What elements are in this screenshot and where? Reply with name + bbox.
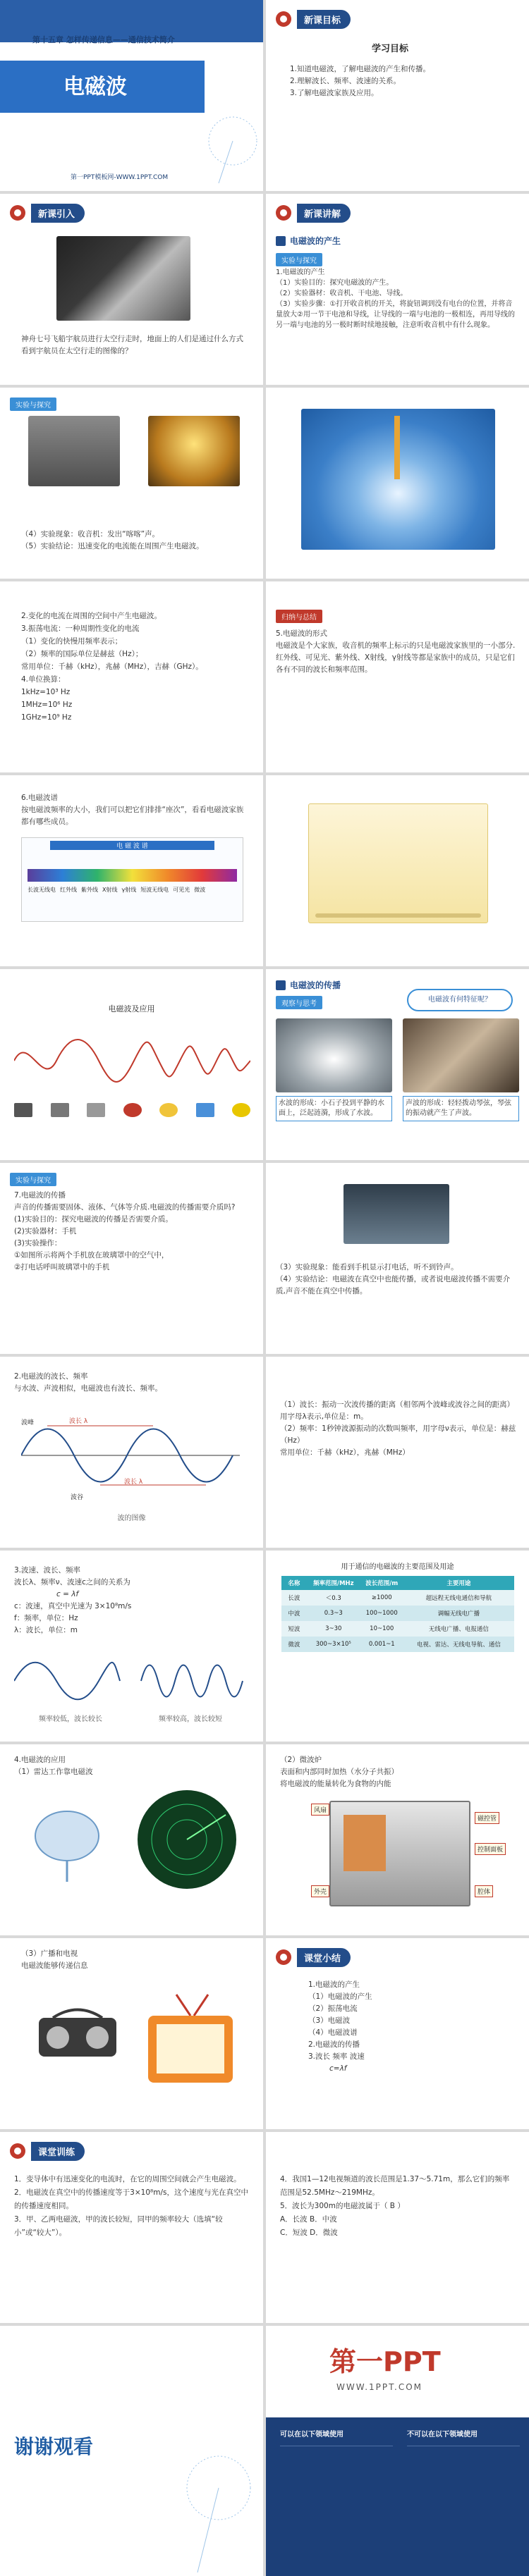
satellite-dish-icon <box>28 1801 106 1885</box>
radio-icon <box>14 1103 32 1117</box>
sub-heading: 电磁波的产生 <box>276 235 341 247</box>
slide-table <box>266 1551 529 1742</box>
brand-logo: 第一PPT <box>329 2346 441 2377</box>
slide-header <box>0 2140 85 2162</box>
summary-item: 2.电磁波的传播 <box>308 2040 360 2049</box>
summary-item: （1）电磁波的产生 <box>308 1992 372 2001</box>
apply-list <box>14 1754 250 1778</box>
oven-item: 表面和内部同时加热（水分子共振） <box>280 1768 399 1776</box>
header-bullet-icon <box>276 205 291 221</box>
apps-title: 电磁波及应用 <box>108 1004 155 1013</box>
oven-item: （2）微波炉 <box>280 1756 322 1764</box>
slide-summary <box>266 1938 529 2129</box>
slide-experiment <box>0 388 263 579</box>
usage-forbidden: 不可以在以下领域使用 <box>407 2431 478 2439</box>
slide-header <box>0 202 85 223</box>
table-cell: 长波 <box>288 1595 300 1602</box>
dandelion-decoration <box>169 2446 261 2572</box>
section-tag: 实验与探究 <box>10 398 56 411</box>
header-bullet-icon <box>10 2143 25 2159</box>
defs-item: （1）波长：振动一次波传播的距离（相邻两个波峰或波谷之间的距离）用字母λ表示,单位是：m。 <box>280 1400 515 1421</box>
slide-spread <box>266 969 529 1160</box>
apply-item: 4.电磁波的应用 <box>14 1756 66 1764</box>
exercise-option: C．短波 D．微波 <box>280 2229 338 2237</box>
exercise-item: 5．波长为300m的电磁波属于（ B ） <box>280 2202 405 2210</box>
site-text: 第一PPT模板网-WWW.1PPT.COM <box>71 174 169 181</box>
table-cell: 300~3×10⁵ <box>315 1641 351 1648</box>
wave-spectrum-illustration <box>14 1033 250 1089</box>
goals-list <box>290 63 516 99</box>
oven-label: 外壳 <box>311 1885 329 1897</box>
goal-item: 3.了解电磁波家族及应用。 <box>290 89 379 97</box>
header-label: 新课讲解 <box>297 204 351 223</box>
propagate-item: (1)实验目的：探究电磁波的传播是否需要介质。 <box>14 1215 173 1224</box>
table-row <box>281 1590 514 1606</box>
frequency-compare-diagram <box>14 1656 247 1706</box>
table-cell: 0.001~1 <box>368 1641 395 1648</box>
change-item: 1GHz=10⁹ Hz <box>21 713 72 722</box>
video-frame <box>308 803 488 923</box>
wavelength-label: 波长 λ <box>124 1479 143 1486</box>
radio-cassette-icon <box>35 2005 120 2062</box>
exp-item: （5）实验结论：迅速变化的电流能在周围产生电磁波。 <box>21 542 204 550</box>
brand-url: WWW.1PPT.COM <box>336 2382 423 2392</box>
table-cell: 3~30 <box>325 1625 342 1632</box>
propagate-item: (2)实验器材：手机 <box>14 1227 77 1235</box>
water-wave-text: 水波的形成：小石子投到平静的水面上，泛起涟漪，形成了水波。 <box>276 1096 392 1121</box>
slide-header <box>266 1947 351 1968</box>
cover-title: 电磁波 <box>63 75 127 99</box>
propagate-item: (3)实验操作： <box>14 1239 62 1247</box>
question-bubble: 电磁波有何特征呢？ <box>407 989 513 1011</box>
change-item: 1kHz=10³ Hz <box>21 688 71 696</box>
oven-list <box>280 1754 516 1790</box>
spectrum-label: 可见光 <box>173 887 190 893</box>
propagate-item: 7.电磁波的传播 <box>14 1191 66 1200</box>
spectrum-title: 电 磁 波 谱 <box>50 841 214 850</box>
tv-family-icon <box>141 1988 240 2093</box>
summary-item: c=λf <box>329 2064 347 2073</box>
lamp-image <box>148 416 240 486</box>
slide-apps <box>0 969 263 1160</box>
phenom-item: （3）实验现象：能看到手机显示打电话，听不到铃声。 <box>276 1263 458 1271</box>
change-item: 1MHz=10⁶ Hz <box>21 701 73 709</box>
teach-list <box>276 267 519 331</box>
propagate-item: 声音的传播需要固体、液体、气体等介质.电磁波的传播需要介质吗? <box>14 1203 236 1212</box>
relation-item: c：波速，真空中光速为 3×10⁸m/s <box>14 1602 132 1610</box>
propagate-item: ②打电话呼叫玻璃罩中的手机 <box>14 1263 110 1271</box>
exercise-item: 2．电磁波在真空中的传播速度等于3×10⁸m/s，这个速度与光在真空中的传播速度相同。 <box>14 2188 248 2210</box>
slide-spectrum <box>0 775 263 966</box>
usage-list-right <box>407 2446 520 2565</box>
header-bullet-icon <box>276 11 291 27</box>
propagate-item: ①如图所示将两个手机放在玻璃罩中的空气中， <box>14 1251 169 1259</box>
exercise-item: 3．甲、乙两电磁波，甲的波长较短，同甲的频率较大（选填“较小”或“较大”）。 <box>14 2215 223 2237</box>
defs-item: （2）频率：1秒钟波源振动的次数叫频率，用字母ν表示，单位是：赫兹（Hz） <box>280 1424 516 1445</box>
usage-list-left <box>280 2446 393 2565</box>
spectrum-label: 短波无线电 <box>140 887 169 893</box>
tv-icon <box>51 1103 69 1117</box>
defs-list <box>280 1399 516 1459</box>
spectrum-item: 6.电磁波谱 <box>21 794 59 802</box>
slide-oven <box>266 1744 529 1935</box>
exercise-item: 1．变导体中有迅速变化的电流时，在它的周围空间就会产生电磁波。 <box>14 2175 241 2183</box>
relation-item: λ：波长，单位：m <box>14 1626 78 1634</box>
table-header: 波长范围/m <box>365 1580 399 1587</box>
header-label: 课堂小结 <box>297 1948 351 1967</box>
table-row <box>281 1637 514 1652</box>
table-cell: 中波 <box>288 1610 300 1617</box>
usage-allowed: 可以在以下领域使用 <box>280 2431 343 2439</box>
exercise-option: A．长波 B．中波 <box>280 2215 337 2224</box>
exp-item: （4）实验现象：收音机：发出“喀喀”声。 <box>21 530 160 538</box>
table-header: 频率范围/MHz <box>312 1580 354 1587</box>
slide-apply <box>0 1744 263 1935</box>
spectrum-label: 紫外线 <box>81 887 98 893</box>
radio-list <box>21 1948 247 1972</box>
heater-icon <box>123 1103 142 1117</box>
play-bar[interactable] <box>315 913 481 918</box>
bulb-icon <box>159 1103 178 1117</box>
slide-phenom <box>266 1163 529 1354</box>
frequency-table <box>281 1576 514 1652</box>
slide-propagate <box>0 1163 263 1354</box>
slide-goals <box>266 0 529 191</box>
slide-header <box>266 8 351 30</box>
summary-item: 3.波长 频率 波速 <box>308 2052 365 2061</box>
bookmark-icon <box>276 980 286 990</box>
summary-item: （3）电磁波 <box>308 2016 351 2025</box>
teach-item: 1.电磁波的产生 <box>276 269 325 276</box>
microwave-icon <box>87 1103 105 1117</box>
relation-formula: c = λf <box>56 1590 79 1598</box>
bell-jar-image <box>343 1184 449 1244</box>
radio-battery-image <box>28 416 120 486</box>
phenom-list <box>276 1262 519 1298</box>
table-cell: 短波 <box>288 1626 300 1633</box>
wave-item: 2.电磁波的波长、频率 <box>14 1372 88 1381</box>
oven-label: 磁控管 <box>475 1812 499 1824</box>
defs-item: 常用单位：千赫（kHz），兆赫（MHz） <box>280 1448 410 1457</box>
form-list <box>276 628 516 676</box>
radar-screen-icon <box>134 1787 240 1892</box>
table-cell: 微波 <box>288 1641 300 1648</box>
table-row <box>281 1621 514 1637</box>
table-cell: 100~1000 <box>365 1610 398 1617</box>
teach-item: （2）实验器材：收音机、干电池、导线。 <box>276 290 408 297</box>
oven-label: 腔体 <box>475 1885 493 1897</box>
change-item: 4.单位换算： <box>21 675 66 684</box>
goals-title: 学习目标 <box>372 44 409 54</box>
teach-item: （3）实验步骤：①打开收音机的开关，将旋钮调到没有电台的位置，并将音量放大②用一节干电池和导线，让导线的一端与电池的一极相连，再用导线的另一端与电池的另一极时断时续地接触，注意听收音机中有什么现象。 <box>276 300 515 329</box>
summary-list <box>308 1979 506 2075</box>
relation-item: 波长λ、频率ν、波速c之间的关系为 <box>14 1578 130 1586</box>
app-icons-row <box>14 1103 250 1123</box>
spectrum-label: 微波 <box>194 887 206 893</box>
table-header: 名称 <box>288 1580 300 1587</box>
spectrum-item: 按电磁波频率的大小，我们可以把它们排排“座次”，看看电磁波家族都有哪些成员。 <box>21 806 244 826</box>
relation-item: f：频率，单位：Hz <box>14 1614 78 1622</box>
water-drop-image <box>276 1018 392 1092</box>
table-cell: 10~100 <box>370 1625 394 1632</box>
slide-thanks <box>0 2326 263 2576</box>
section-tag: 实验与探究 <box>276 253 322 266</box>
spectrum-label: 长波无线电 <box>28 887 56 893</box>
form-item: 电磁波是个大家族，收音机的频率上标示的只是电磁波家族里的一小部分.红外线、可见光、紫外线、X射线，γ射线等都是家族中的成员，只是它们各有不同的波长和频率范围。 <box>276 641 516 674</box>
section-tag: 归纳与总结 <box>276 610 322 623</box>
table-cell: ≥1000 <box>371 1594 392 1601</box>
teach-item: （1）实验目的：探究电磁波的产生。 <box>276 279 394 287</box>
spectrum-label: X射线 <box>102 887 118 893</box>
table-cell: 超远程无线电通信和导航 <box>425 1595 492 1602</box>
exercise-item: 4．我国1—12电视频道的波长范围是1.37～5.71m，那么它们的频率范围是52.5MHz～219MHz。 <box>280 2175 510 2197</box>
slide-defs <box>266 1357 529 1548</box>
header-label: 新课引入 <box>31 204 85 223</box>
slide-water-image <box>266 388 529 579</box>
slide-teach <box>266 194 529 385</box>
section-tag: 观察与思考 <box>276 996 322 1009</box>
change-item: 常用单位：千赫（kHz），兆赫（MHz），吉赫（GHz）。 <box>21 663 203 671</box>
slide-exercise-2 <box>266 2132 529 2323</box>
form-item: 5.电磁波的形式 <box>276 629 328 638</box>
sub-heading: 电磁波的传播 <box>276 979 341 991</box>
slide-footer <box>266 2326 529 2576</box>
header-label: 课堂训练 <box>31 2142 85 2161</box>
summary-item: 1.电磁波的产生 <box>308 1980 360 1989</box>
relation-list <box>14 1565 250 1637</box>
table-row <box>281 1606 514 1621</box>
low-freq-caption: 频率较低，波长较长 <box>39 1715 102 1723</box>
exercise-list <box>14 2173 250 2240</box>
summary-item: （4）电磁波谱 <box>308 2028 358 2037</box>
change-item: 2.变化的电流在周围的空间中产生电磁波。 <box>21 612 162 620</box>
slide-wave <box>0 1357 263 1548</box>
relation-item: 3.波速、波长、频率 <box>14 1566 81 1574</box>
slide-video <box>266 775 529 966</box>
table-cell: 无线电广播、电报通信 <box>428 1626 489 1633</box>
table-cell: 电视、雷达、无线电导航、通信 <box>416 1641 501 1648</box>
oven-label: 风扇 <box>311 1804 329 1816</box>
radio-item: （3）广播和电视 <box>21 1949 78 1958</box>
bookmark-icon <box>276 236 286 246</box>
phenom-item: （4）实验结论：电磁波在真空中也能传播，或者说电磁波传播不需要介质,声音不能在真空中传播。 <box>276 1275 511 1295</box>
thanks-text: 谢谢观看 <box>14 2435 94 2458</box>
oven-cavity <box>343 1815 386 1871</box>
section-tag: 实验与探究 <box>10 1173 56 1186</box>
change-item: 3.振荡电流：一种周期性变化的电流 <box>21 624 140 633</box>
table-cell: 0.3~3 <box>324 1610 343 1617</box>
sound-wave-text: 声波的形成：轻轻拨动琴弦，琴弦的振动就产生了声波。 <box>403 1096 519 1121</box>
oven-label: 控制面板 <box>475 1843 506 1855</box>
slide-intro <box>0 194 263 385</box>
spectrum-label: γ射线 <box>121 887 137 893</box>
oven-item: 将电磁波的能量转化为食物的内能 <box>280 1780 391 1788</box>
spectrum-band <box>28 869 237 882</box>
radio-item: 电磁波能够传递信息 <box>21 1961 88 1970</box>
high-freq-caption: 频率较高，波长较短 <box>159 1715 222 1723</box>
table-title: 用于通信的电磁波的主要范围及用途 <box>341 1563 454 1571</box>
chapter-title: 第十五章 怎样传递信息——通信技术简介 <box>32 35 175 44</box>
wave-crest-label: 波峰 <box>21 1419 35 1426</box>
xray-icon <box>196 1103 214 1117</box>
change-item: （1）变化的快慢用频率表示； <box>21 637 123 646</box>
goal-item: 2.理解波长、频率、波速的关系。 <box>290 77 401 85</box>
wave-caption: 波的图像 <box>117 1515 146 1522</box>
astronaut-image <box>56 236 190 321</box>
slide-radio <box>0 1938 263 2129</box>
exercise2-list <box>280 2173 516 2240</box>
slide-exercise <box>0 2132 263 2323</box>
slide-header <box>266 202 351 223</box>
vibrator-rod <box>394 416 400 479</box>
header-bullet-icon <box>276 1949 291 1965</box>
spectrum-list <box>21 792 247 828</box>
slide-form <box>266 581 529 772</box>
propagate-list <box>14 1190 250 1274</box>
change-list <box>21 610 247 724</box>
wave-list <box>14 1371 250 1395</box>
wavelength-label: 波长 λ <box>69 1418 88 1425</box>
guitar-image <box>403 1018 519 1092</box>
slide-change <box>0 581 263 772</box>
radiation-icon <box>232 1103 250 1117</box>
wave-item: 与水波、声波相似，电磁波也有波长、频率。 <box>14 1384 162 1393</box>
summary-item: （2）振荡电流 <box>308 2004 358 2013</box>
apply-item: （1）雷达工作靠电磁波 <box>14 1768 93 1776</box>
dandelion-decoration <box>197 106 261 183</box>
intro-text: 神舟七号飞船宇航员进行太空行走时，地面上的人们是通过什么方式看到宇航员在太空行走的图像的？ <box>21 335 243 355</box>
spectrum-label: 红外线 <box>60 887 77 893</box>
table-header: 主要用途 <box>446 1580 471 1587</box>
header-label: 新课目标 <box>297 10 351 29</box>
change-item: （2）频率的国际单位是赫兹（Hz）； <box>21 650 143 658</box>
slide-relation <box>0 1551 263 1742</box>
wave-trough-label: 波谷 <box>71 1494 84 1501</box>
table-cell: ＜0.3 <box>325 1595 341 1602</box>
header-bullet-icon <box>10 205 25 221</box>
exp-list <box>21 529 247 553</box>
slide-cover <box>0 0 263 191</box>
goal-item: 1.知道电磁波，了解电磁波的产生和传播。 <box>290 65 431 73</box>
spectrum-chart <box>21 837 243 922</box>
table-cell: 调幅无线电广播 <box>437 1610 480 1617</box>
